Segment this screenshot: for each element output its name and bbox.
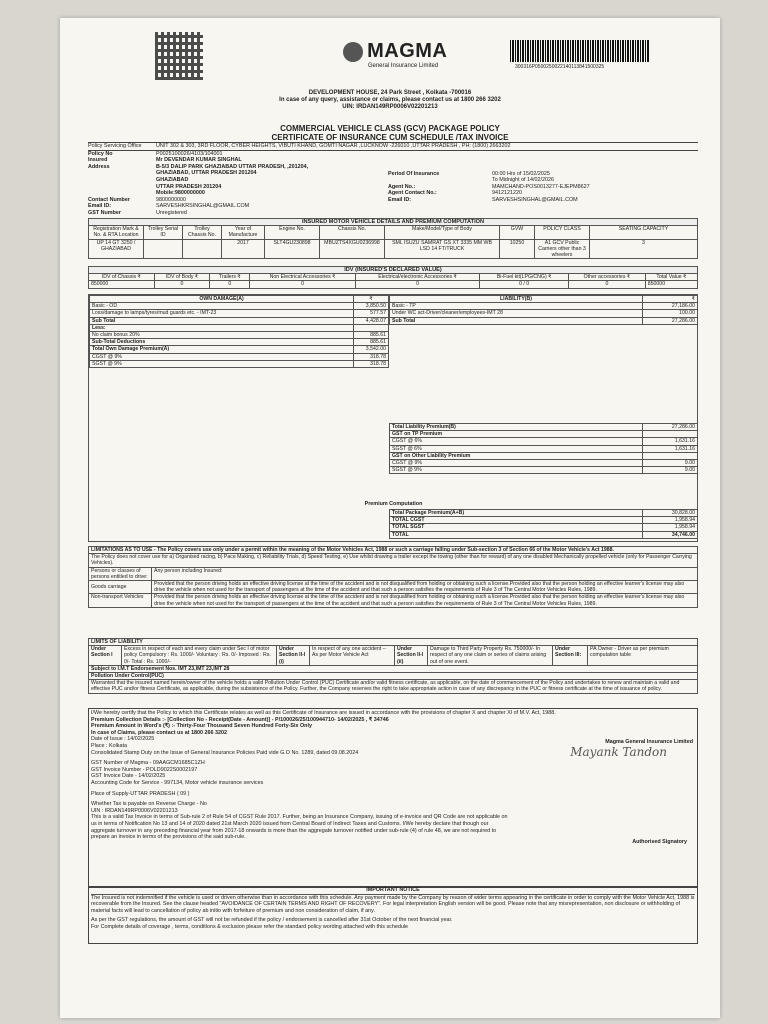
idv-header: Other accessories ₹: [569, 274, 646, 281]
tp-label: CGST @ 6%: [390, 438, 643, 445]
period-end: To Midnight of 14/02/2026: [492, 177, 555, 184]
premium-computation-table: [389, 509, 698, 539]
gst-magma: GST Number of Magma - 09AAGCM1685C1ZH: [91, 760, 205, 767]
vehicle-cell: MBUZTS4XGU0236998: [320, 239, 385, 259]
od-label: Total Own Damage Premium(A): [90, 346, 354, 353]
title-line-1: COMMERCIAL VEHICLE CLASS (GCV) PACKAGE POLICY: [280, 124, 500, 133]
od-label: Sub-Total Deductions: [90, 339, 354, 346]
premium-total: 34,746.00: [643, 531, 698, 538]
own-damage-currency: ₹: [354, 296, 389, 303]
place-of-supply: Place of Supply-UTTAR PRADESH ( 09 ): [91, 790, 190, 797]
premium-label: TOTAL: [390, 531, 643, 538]
idv-value: 0: [355, 281, 479, 288]
idv-table: [88, 266, 698, 289]
table-row: [90, 310, 389, 317]
persons-label: Persons or classes of persons entitled to drive:: [89, 567, 152, 580]
premium-section: [88, 294, 698, 542]
puc-title: Pollution Under Control(PUC): [89, 673, 698, 680]
period-label: Period Of Insurance: [388, 170, 440, 177]
premium-value: 30,828.00: [643, 510, 698, 517]
vehicle-cell: [183, 239, 222, 259]
idv-value: 0 / 0: [480, 281, 569, 288]
table-row: [390, 460, 698, 467]
address-line: DEVELOPMENT HOUSE, 24 Park Street , Kolkata -700016: [308, 90, 472, 96]
servicing-office: UNIT 302 & 303, 3RD FLOOR, CYBER HEIGHTS, VIBUTI KHAND, GOMTI NAGAR ,LUCKNOW -226010 ,UTTAR PRADESH , PH: (1800) 2663202: [156, 143, 511, 149]
limit-value: In respect of any one accident -- As per Motor Vehicle Act: [310, 646, 395, 666]
tp-value: [643, 452, 698, 459]
table-row: [90, 353, 389, 360]
table-row: [90, 332, 389, 339]
table-row: [90, 346, 389, 353]
vehicle-header: Trolley Serial ID: [144, 226, 183, 239]
servicing-office-label: Policy Servicing Office: [88, 143, 142, 149]
reverse-charge: Whether Tax is payable on Reverse Charge - No: [91, 801, 207, 808]
limits-table: [88, 638, 698, 694]
od-value: 3,850.50: [354, 303, 389, 310]
table-row: [390, 452, 698, 459]
notice-text: The Insured is not indemnified if the vehicle is used or driven otherwise than in accordance with this schedule. Any payment made by the Company by reason of wider terms appearing in the certificate in order to comply with the Motor Vehicle Act, 1988 is recoverable from the Insured. See the clause headed "AVOIDANCE OF CERTAIN TERMS AND RIGHT OF RECOVERY". For legal interpretation English version will be good. Please note that any misrepresentation, non disclosure or withholding of material facts will lead to cancellation of policy ab initio with forfeiture of premium and non consideration of claim, if any.: [91, 894, 695, 914]
vehicle-cell: UP 14 GT 3250 / GHAZIABAD: [89, 239, 144, 259]
idv-header: IDV of Chassis ₹: [89, 274, 155, 281]
limit-label: Under Section I: [89, 646, 122, 666]
od-value: 3,542.00: [354, 346, 389, 353]
table-row: [90, 303, 389, 310]
claims-contact: In case of Claims, please contact us at 1800 266 3202: [91, 729, 228, 736]
authorised-signatory: Authorised Signatory: [632, 839, 687, 845]
limit-label: Under Section II-I (i): [277, 646, 310, 666]
table-row: [90, 360, 389, 367]
puc-text: Warranted that the insured named herein/owner of the vehicle holds a valid Pollution Under Control (PUC) Certificate and/or valid fitness certificate, as applicable, on the date of commencement of the Policy and undertakes to renew and maintain a valid and effective PUC and/or fitness Certificate, as applicable, during the subsistence of the Policy. Further, the Company reserves the right to take appropriate action in case of any discrepancy in the PUC or fitness certificate at the time of issuance of policy.: [89, 680, 698, 693]
premium-label: TOTAL CGST: [390, 517, 643, 524]
od-value: 885.61: [354, 332, 389, 339]
liability-label: Under WC act-Driver/cleaner/employees-IMT 28: [390, 310, 643, 317]
address-line-3: GHAZIABAD: [156, 176, 189, 183]
agent-email-label: Email ID:: [388, 196, 412, 203]
idv-title: IDV (INSURED'S DECLARED VALUE): [89, 267, 698, 274]
title-line-2: CERTIFICATE OF INSURANCE CUM SCHEDULE /TAX INVOICE: [271, 133, 509, 142]
company-address-block: [60, 90, 720, 111]
policy-document: [60, 18, 720, 1018]
persons-value: Any person including Insured:: [152, 567, 698, 580]
email: SARVESHKRSINGHAL@GMAIL.COM: [156, 203, 250, 210]
idv-value: 0: [250, 281, 356, 288]
table-row: [390, 467, 698, 474]
certification-block: [88, 708, 698, 888]
tp-value: 1,631.16: [643, 445, 698, 452]
od-value: 4,428.07: [354, 317, 389, 324]
tp-label: SGST @ 9%: [390, 467, 643, 474]
tp-label: GST on TP Premium: [390, 431, 643, 438]
vehicle-cell: SML ISUZU SAMRAT GS XT 3335 MM WB LSD 14 FT/TRUCK: [385, 239, 500, 259]
tp-value: 27,286.00: [643, 424, 698, 431]
table-row: [90, 324, 389, 331]
qr-code: [155, 32, 203, 80]
imt-line: Subject to I.M.T Endorsement Nos. IMT 23,IMT 23,IMT 28: [89, 665, 698, 672]
vehicle-cell: SLT4GU230898: [265, 239, 320, 259]
tp-value: 9.00: [643, 460, 698, 467]
agent-email: SARVESHSINGHAL@GMAIL.COM: [492, 196, 578, 203]
od-value: 577.57: [354, 310, 389, 317]
mobile: Mobile:9800000000: [156, 190, 205, 197]
logo-text: MAGMA: [367, 40, 448, 62]
vehicle-header: POLICY CLASS: [535, 226, 590, 239]
notice-gst-text: As per the GST regulations, the amount of GST will not be refunded if the policy / endorsement is cancelled after 31st October of the next financial year.: [91, 917, 453, 924]
limitations-table: [88, 546, 698, 608]
table-row: [390, 317, 698, 324]
table-row: [89, 594, 698, 607]
premium-label: TOTAL SGST: [390, 524, 643, 531]
liability-label: Basic - TP: [390, 303, 643, 310]
nontransport-value: Provided that the person driving holds an effective driving license at the time of the accident and is not disqualified from holding or obtaining such a license.Provided also that the person holding an effective learner's license may also drive the vehicle when not used for the transport of passengers at the time of the accident and that such a person satisfies the requirements of Rule 3 of The Central Motor Vehicles Rules, 1989.: [152, 594, 698, 607]
barcode: [510, 40, 650, 62]
magma-logo-icon: [343, 42, 363, 62]
table-row: [390, 524, 698, 531]
address-line-2: GHAZIABAD, UTTAR PRADESH 201204: [156, 170, 257, 177]
vehicle-cell: 3: [590, 239, 698, 259]
limitations-text: The Policy does not cover use for a) Organised racing, b) Pace Making, c) Reliability Trials, d) Speed Testing, e) Use whilst drawing a trailer except the towing (other than for reward) of any one disabled Mechanically propelled vehicle (only for Passenger Carrying Vehicles).: [89, 554, 698, 567]
gst-label: GST Number: [88, 209, 121, 216]
limit-label: Under Section II-I (ii): [395, 646, 428, 666]
table-row: [89, 646, 698, 666]
liability-currency: ₹: [643, 296, 698, 303]
od-value: 318.78: [354, 353, 389, 360]
table-row: [390, 517, 698, 524]
od-label: No claim bonus 20%: [90, 332, 354, 339]
document-title: [60, 124, 720, 142]
tp-label: GST on Other Liability Premium: [390, 452, 643, 459]
important-notice: [88, 886, 698, 944]
company-logo: [340, 40, 450, 69]
premium-value: 1,958.94: [643, 524, 698, 531]
idv-header: Total Value ₹: [645, 274, 697, 281]
place: Place : Kolkata: [91, 742, 127, 749]
vehicle-cell: 10250: [500, 239, 535, 259]
table-row: [390, 431, 698, 438]
tp-value: 9.00: [643, 467, 698, 474]
vehicle-details-table: [88, 218, 698, 259]
vehicle-header: GVW: [500, 226, 535, 239]
table-row: [390, 531, 698, 538]
tp-tax-table: [389, 423, 698, 474]
own-damage-table: [89, 295, 389, 368]
tp-label: CGST @ 9%: [390, 460, 643, 467]
liability-value: 100.00: [643, 310, 698, 317]
vehicle-cell: [144, 239, 183, 259]
notice-title: IMPORTANT NOTICE: [91, 887, 695, 895]
limit-value: PA Owner - Driver as per premium computation table: [588, 646, 698, 666]
od-label: Sub Total: [90, 317, 354, 324]
idv-header: Bi-Fuel kit(LPG/CNG) ₹: [480, 274, 569, 281]
agent-contact-label: Agent Contact No.:: [388, 190, 437, 197]
amount-in-words: Premium Amount in Word's (₹) :- Thirty-Four Thousand Seven Hundred Forty-Six Only: [91, 723, 312, 730]
table-row: [390, 445, 698, 452]
company-name: Magma General Insurance Limited: [605, 739, 693, 745]
vehicle-header: Chassis No.: [320, 226, 385, 239]
idv-header: Trailers ₹: [210, 274, 250, 281]
od-value: 318.78: [354, 360, 389, 367]
vehicle-header: SEATING CAPACITY: [590, 226, 698, 239]
email-label: Email ID:: [88, 203, 112, 210]
policy-info: [88, 142, 698, 217]
liability-value: 27,186.00: [643, 303, 698, 310]
nontransport-label: Non-transport Vehicles: [89, 594, 152, 607]
idv-value-row: [89, 281, 698, 288]
stamp-duty: Consolidated Stamp Duty on the Issue of General Insurance Policies Paid vide G.O No. 1289, dated 09.08.2024: [91, 749, 359, 756]
table-row: [390, 424, 698, 431]
contact-line: In case of any query, assistance or claims, please contact us at 1800 266 3202: [279, 97, 501, 103]
idv-value: 0: [210, 281, 250, 288]
barcode-number: 300316P0500250022140113841500325: [515, 64, 605, 70]
idv-value: 850000: [645, 281, 697, 288]
insured-label: Insured: [88, 157, 108, 164]
idv-value: 0: [569, 281, 646, 288]
signature: Mayank Tandon: [570, 745, 667, 759]
vehicle-header: Make/Model/Type of Body: [385, 226, 500, 239]
certify-text: I/We hereby certify that the Policy to which this Certificate relates as well as this Certificate of Insurance are issued in accordance with the provisions of chapter X and chapter XI of M.V. Act, 1988.: [91, 710, 556, 716]
tax-note: This is a valid Tax Invoice in terms of Sub-rule 2 of Rule 54 of CGST Rule 2017. Further, being an Insurance Company, issuing of e-invoice and QR Code are not applicable on us in terms of Notification No 13 and 14 of 2020 dated 21st March 2020 issued from Central Board of Indirect Taxes and Customs. I/We hereby declare that though our aggregate turnover in any preceding financial year from 2017-18 onwards is more than the aggregate turnover notified under sub-rule (4) of rule 48, we are not required to prepare an invoice in terms of the provisions of the said sub-rule.: [91, 814, 508, 841]
od-label: CGST @ 9%: [90, 353, 354, 360]
table-row: [390, 310, 698, 317]
period-start: 00:00 Hrs of 15/02/2025: [492, 170, 550, 177]
idv-header: Non Electrical Accessories ₹: [250, 274, 356, 281]
tp-label: Total Liability Premium(B): [390, 424, 643, 431]
vehicle-header-row: [89, 226, 698, 239]
vehicle-header: Year of Manufacture: [222, 226, 265, 239]
idv-header: IDV of Body ₹: [154, 274, 210, 281]
liability-value: 27,286.00: [643, 317, 698, 324]
policy-no: P0025100026/4103/104001: [156, 150, 223, 157]
od-label: Basic - OD: [90, 303, 354, 310]
gst-number: Unregistered: [156, 209, 187, 216]
uin: UIN : IRDAN149RP0006V02201213: [91, 807, 178, 814]
tp-label: SGST @ 6%: [390, 445, 643, 452]
goods-label: Goods carriage: [89, 581, 152, 594]
idv-header: Electrical/electronic Accessories ₹: [355, 274, 479, 281]
vehicle-header: Registration Mark & No. & RTA Location: [89, 226, 144, 239]
goods-value: Provided that the person driving holds an effective driving license at the time of the accident and is not disqualified from holding or obtaining such a license.Provided also that the person holding an effective learner's license may also drive the vehicle when not used for the transport of passengers at the time of the accident and that such a person satisfies the requirements of Rule 3 of The Central Motor Vehicles Rules, 1989.: [152, 581, 698, 594]
address-label: Address: [88, 163, 110, 170]
premium-computation-title: Premium Computation: [364, 501, 423, 507]
uin-line: UIN: IRDAN149RP0006V02201213: [342, 104, 438, 110]
premium-label: Total Package Premium(A+B): [390, 510, 643, 517]
date-of-issue: Date of Issue : 14/02/2025: [91, 736, 155, 743]
tp-value: 1,631.16: [643, 438, 698, 445]
od-value: 885.61: [354, 339, 389, 346]
contact-number: 9800000000: [156, 196, 186, 203]
contact-label: Contact Number: [88, 196, 130, 203]
tp-value: [643, 431, 698, 438]
address-line-1: B-5/3 DALIP PARK GHAZIABAD UTTAR PRADESH, ,201204,: [156, 163, 309, 170]
own-damage-title: OWN DAMAGE(A): [90, 296, 354, 303]
agent-contact: 9412121220: [492, 190, 522, 197]
logo-subtitle: General Insurance Limited: [367, 63, 439, 69]
idv-header-row: [89, 274, 698, 281]
vehicle-header: Engine No.: [265, 226, 320, 239]
limit-label: Under Section III:: [553, 646, 588, 666]
od-label: SGST @ 9%: [90, 360, 354, 367]
liability-table: [389, 295, 698, 325]
table-row: [390, 438, 698, 445]
od-label: Loss/damage to lamps/tyres/mud guards etc. - IMT-23: [90, 310, 354, 317]
policy-no-label: Policy No: [88, 150, 113, 157]
limit-value: Damage to Third Party Property Rs. 750000/- In respect of any one claim or series of claims arising out of one event.: [428, 646, 553, 666]
limitations-heading: LIMITATIONS AS TO USE - The Policy covers use only under a permit within the meaning of the Motor Vehicles Act, 1988 or such a carriage falling under Sub-section 3 of Section 66 of the Motor Vehicle's Act 1988.: [89, 547, 698, 554]
table-row: [90, 317, 389, 324]
vehicle-cell: 2017: [222, 239, 265, 259]
vehicle-header: Trolley Chassis No.: [183, 226, 222, 239]
idv-value: 850000: [89, 281, 155, 288]
limits-title: LIMITS OF LIABILITY: [89, 639, 698, 646]
collection-details: Premium Collection Details :- [Collection No - Receipt(Date - Amount)] - P/100026/25/100944710- 14/02/2025 , ₹ 34746: [91, 716, 389, 723]
agent-no: MAMCHAND-POS0013277-EJEPM8627: [492, 183, 590, 190]
idv-value: 0: [154, 281, 210, 288]
gst-invoice-date: GST Invoice Date - 14/02/2025: [91, 773, 166, 780]
od-label: Less:: [90, 324, 354, 331]
agent-no-label: Agent No.:: [388, 183, 416, 190]
premium-value: 1,958.94: [643, 517, 698, 524]
gst-invoice-number: GST Invoice Number - POLD9022S0002197: [91, 766, 198, 773]
od-value: [354, 324, 389, 331]
notice-coverage-text: For Complete details of coverage , terms, conditions & exclusion please refer the standard policy wording attached with this schedule: [91, 923, 409, 930]
vehicle-data-row: [89, 239, 698, 259]
accounting-code: Accounting Code for Service - 997134, Motor vehicle insurance services: [91, 779, 264, 786]
table-row: [89, 581, 698, 594]
table-row: [90, 339, 389, 346]
table-row: [89, 567, 698, 580]
liability-label: Sub Total: [390, 317, 643, 324]
table-row: [390, 303, 698, 310]
vehicle-cell: A1 GCV Public Carriers other than 3 wheelers: [535, 239, 590, 259]
vehicle-section-title: INSURED MOTOR VEHICLE DETAILS AND PREMIUM COMPUTATION: [89, 219, 698, 226]
address-line-4: UTTAR PRADESH 201204: [156, 183, 222, 190]
insured-name: Mr DEVENDAR KUMAR SINGHAL: [156, 157, 242, 164]
limit-value: Excess in respect of each and every claim under Sec I of motor policy Compulsory : Rs. 1000/- Voluntary : Rs. 0/- Imposed : Rs. 0/- Total : Rs. 1000/-: [122, 646, 277, 666]
liability-title: LIABILITY(B): [390, 296, 643, 303]
table-row: [390, 510, 698, 517]
